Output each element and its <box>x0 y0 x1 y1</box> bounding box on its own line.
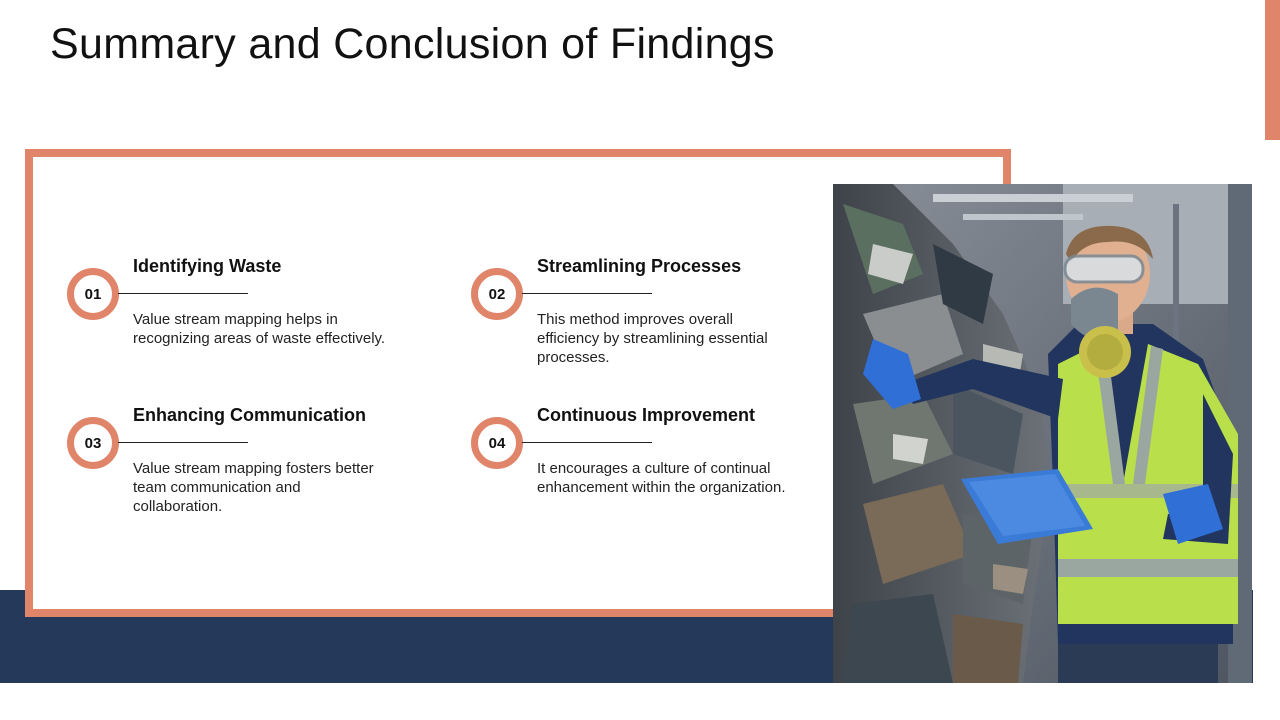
finding-title: Enhancing Communication <box>133 405 367 425</box>
connector-line <box>522 442 652 443</box>
finding-description: Value stream mapping fosters better team communication and collaboration. <box>133 460 374 515</box>
finding-description: It encourages a culture of continual enhancement within the organization. <box>537 460 786 496</box>
number-badge: 02 <box>471 268 523 320</box>
finding-item-1 <box>67 256 397 386</box>
connector-line <box>522 293 652 294</box>
connector-line <box>118 293 248 294</box>
finding-title: Streamlining Processes <box>537 256 742 276</box>
number-badge: 04 <box>471 417 523 469</box>
page-title: Summary and Conclusion of Findings <box>50 20 775 68</box>
finding-description: Value stream mapping helps in recognizing areas of waste effectively. <box>133 311 386 347</box>
number-badge: 01 <box>67 268 119 320</box>
finding-item-2 <box>471 256 801 386</box>
finding-item-3 <box>67 405 397 535</box>
number-badge: 03 <box>67 417 119 469</box>
connector-line <box>118 442 248 443</box>
worker-inspecting-waste-photo <box>833 184 1252 683</box>
accent-strip <box>1265 0 1280 140</box>
finding-title: Continuous Improvement <box>537 405 756 425</box>
finding-description: This method improves overall efficiency by streamlining essential processes. <box>537 311 768 366</box>
finding-title: Identifying Waste <box>133 256 282 276</box>
finding-item-4 <box>471 405 801 535</box>
